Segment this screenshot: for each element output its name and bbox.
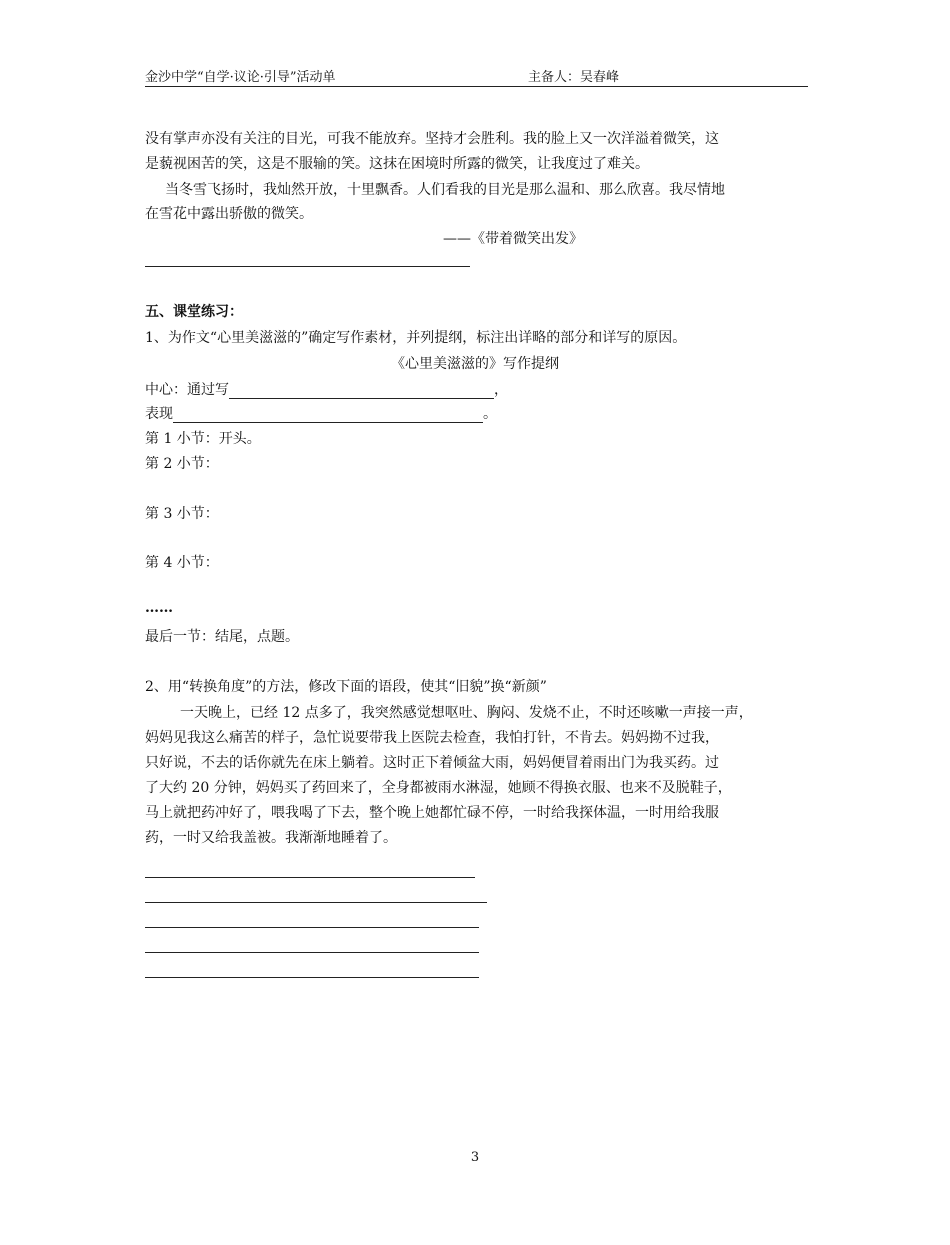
center-blank[interactable] (229, 384, 494, 399)
answer-rule[interactable] (145, 977, 479, 978)
outline-section: 第 4 小节： (145, 555, 219, 571)
answer-rule[interactable] (145, 877, 475, 878)
answer-rule[interactable] (145, 927, 479, 928)
outline-section: 第 2 小节： (145, 456, 219, 472)
q2-text-line: 了大约 20 分钟，妈妈买了药回来了，全身都被雨水淋湿，她顾不得换衣服、也来不及脱鞋子， (145, 780, 732, 796)
passage-line: 是藐视困苦的笑，这是不服输的笑。这抹在困境时所露的微笑，让我度过了难关。 (145, 156, 649, 172)
express-prefix: 表现 (145, 406, 173, 422)
header-author: 主备人：吴春峰 (528, 70, 620, 85)
q2-text-line: 妈妈见我这么痛苦的样子，急忙说要带我上医院去检查，我怕打针，不肯去。妈妈拗不过我， (145, 730, 719, 746)
passage-line: 没有掌声亦没有关注的目光，可我不能放弃。坚持才会胜利。我的脸上又一次洋溢着微笑，这 (145, 131, 719, 147)
q2-text-line: 药，一时又给我盖被。我渐渐地睡着了。 (145, 830, 397, 846)
question-2: 2、用“转换角度”的方法，修改下面的语段，使其“旧貌”换“新颜” (145, 679, 547, 695)
question-1: 1、为作文“心里美滋滋的”确定写作素材，并列提纲，标注出详略的部分和详写的原因。 (145, 330, 687, 346)
q2-text-line: 一天晚上，已经 12 点多了，我突然感觉想呕吐、胸闷、发烧不止，不时还咳嗽一声接一声， (180, 705, 753, 721)
passage-line: 在雪花中露出骄傲的微笑。 (145, 206, 313, 222)
center-prefix: 中心：通过写 (145, 382, 229, 398)
outline-ellipsis: …… (145, 600, 173, 616)
answer-rule[interactable] (145, 266, 470, 267)
outline-title: 《心里美滋滋的》写作提纲 (391, 356, 559, 372)
section-heading: 五、课堂练习： (145, 304, 243, 320)
outline-section: 第 1 小节：开头。 (145, 431, 261, 447)
page-number: 3 (470, 1150, 480, 1165)
outline-section: 第 3 小节： (145, 506, 219, 522)
outline-center-line (145, 379, 508, 399)
answer-rule[interactable] (145, 952, 479, 953)
express-blank[interactable] (173, 408, 483, 423)
outline-section: 最后一节：结尾，点题。 (145, 629, 299, 645)
center-suffix: ， (494, 382, 508, 398)
q2-text-line: 马上就把药冲好了，喂我喝了下去，整个晚上她都忙碌不停，一时给我探体温，一时用给我服 (145, 805, 719, 821)
header-title: 金沙中学“自学·议论·引导”活动单 (145, 70, 336, 85)
express-suffix: 。 (483, 406, 497, 422)
header-rule (145, 86, 808, 87)
passage-line: 当冬雪飞扬时，我灿然开放，十里飘香。人们看我的目光是那么温和、那么欣喜。我尽情地 (165, 182, 725, 198)
outline-express-line (145, 403, 497, 423)
passage-source: ——《带着微笑出发》 (443, 231, 583, 247)
q2-text-line: 只好说，不去的话你就先在床上躺着。这时正下着倾盆大雨，妈妈便冒着雨出门为我买药。过 (145, 755, 719, 771)
answer-rule[interactable] (145, 902, 487, 903)
